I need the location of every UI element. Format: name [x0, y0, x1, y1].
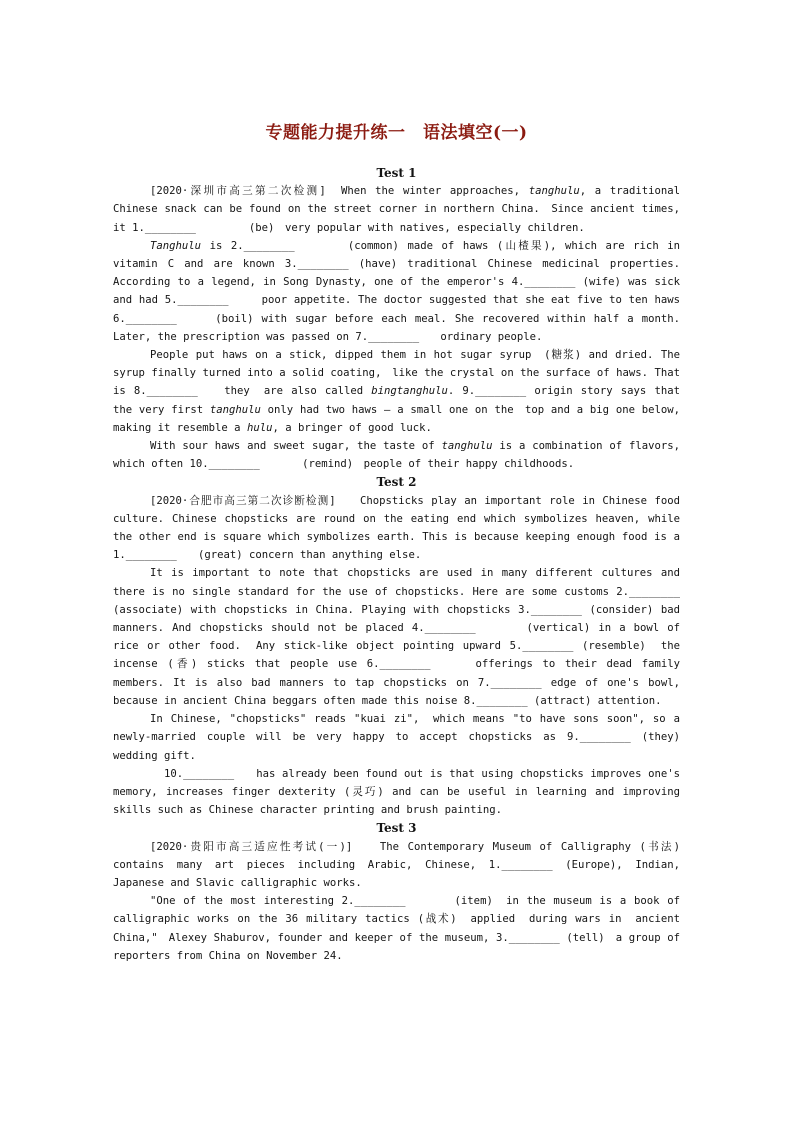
test-1-paragraph-4: With sour haws and sweet sugar, the taste of tanghulu is a combination of flavors, which often 10.________ (remind) people of their happy childhoods.	[113, 440, 680, 471]
test-1-paragraph-1: [2020·深圳市高三第二次检测] When the winter approaches, tanghulu, a traditional Chinese snack can be found on the street corner in northern China. Since ancient times, it 1.________ (be) very popular with natives, especially children.	[113, 185, 691, 234]
document-page	[113, 118, 691, 965]
test-2-paragraph-3: In Chinese, "chopsticks" reads "kuai zi", which means "to have sons soon", so a newly-married couple will be very happy to accept chopsticks as 9.________ (they) wedding gift.	[113, 713, 680, 762]
test-2-paragraph-4: 10.________ has already been found out is that using chopsticks improves one's memory, increases finger dexterity (灵巧) and can be useful in learning and improving skills such as Chinese character printing and brush painting.	[113, 767, 680, 817]
test-3-paragraph-2: "One of the most interesting 2.________ (item) in the museum is a book of calligraphic works on the 36 military tactics (战术) applied during wars in ancient China," Alexey Shaburov, founder and keeper of the museum, 3.________ (tell) a group of reporters from China on November 24.	[113, 895, 691, 962]
italic-term: bingtanghulu	[371, 385, 448, 398]
italic-term: tanghulu	[528, 185, 580, 198]
test-1-paragraph-3: People put haws on a stick, dipped them in hot sugar syrup (糖浆) and dried. The syrup finally turned into a solid coating, like the crystal on the surface of haws. That is 8.________ they are also called bingtanghulu. 9.________ origin story says that the very first tanghulu only had two haws — a small one on the top and a big one below, making it resemble a hulu, a bringer of good luck.	[113, 349, 691, 434]
test-3-heading: Test 3	[376, 821, 417, 836]
test-2-paragraph-1: [2020·合肥市高三第二次诊断检测] Chopsticks play an important role in Chinese food culture. Chinese chopsticks are round on the eating end which symbolizes heaven, while the other end is square which symbolizes earth. This is because keeping enough food is a 1.________ (great) concern than anything else.	[113, 494, 680, 562]
test-1-heading: Test 1	[376, 166, 417, 180]
test-2-paragraph-2: It is important to note that chopsticks are used in many different cultures and there is no single standard for the use of chopsticks. Here are some customs 2.________ (associate) with chopsticks in China. Playing with chopsticks 3.________ (consider) bad manners. And chopsticks should not be placed 4.________ (vertical) in a bowl of rice or other food. Any stick-like object pointing upward 5.________ (resemble) the incense (香) sticks that people use 6.________ offerings to their dead family members. It is also bad manners to tap chopsticks on 7.________ edge of one's bowl, because in ancient China beggars often made this noise 8.________ (attract) attention.	[113, 567, 680, 707]
page-title: 专题能力提升练一 语法填空(一)	[265, 123, 528, 143]
italic-term: tanghulu	[209, 403, 261, 416]
test-3-paragraph-1: [2020·贵阳市高三适应性考试(一)] The Contemporary Museum of Calligraphy (书法) contains many art pieces including Arabic, Chinese, 1.________ (Europe), Indian, Japanese and Slavic calligraphic works.	[113, 840, 680, 889]
test-2-heading: Test 2	[376, 475, 417, 490]
test-1-paragraph-2: Tanghulu is 2.________ (common) made of haws (山楂果), which are rich in vitamin C and are known 3.________ (have) traditional Chinese medicinal properties. According to a legend, in Song Dynasty, one of the emperor's 4.________ (wife) was sick and had 5.________ poor appetite. The doctor suggested that she eat five to ten haws 6.________ (boil) with sugar before each meal. She recovered within half a month. Later, the prescription was passed on 7.________ ordinary people.	[113, 239, 680, 343]
italic-term: Tanghulu	[150, 239, 202, 252]
italic-term: tanghulu	[441, 440, 493, 453]
italic-term: hulu	[246, 421, 273, 434]
